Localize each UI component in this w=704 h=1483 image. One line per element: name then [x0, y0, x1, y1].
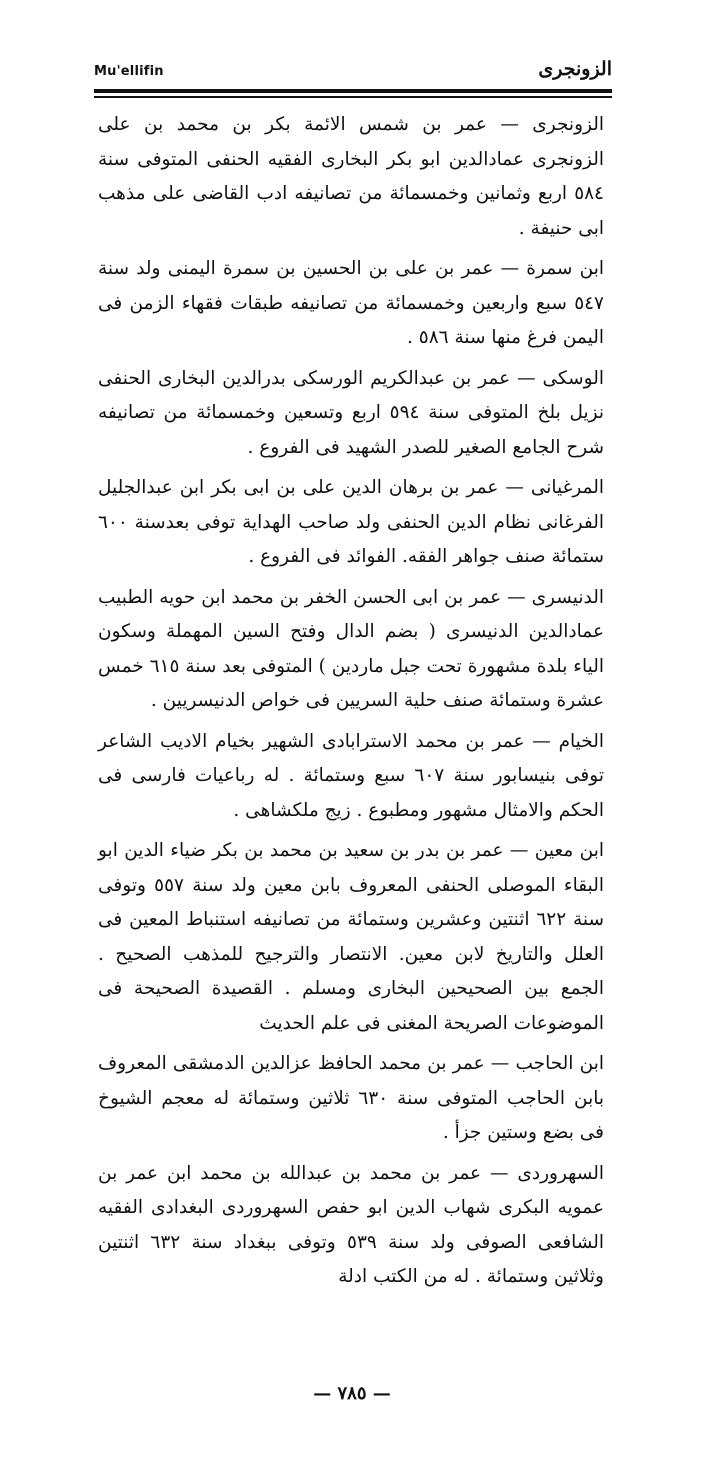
header-entry-keyword: الزونجرى: [538, 58, 612, 80]
entry-warsaki: الوسكى — عمر بن عبدالكريم الورسكى بدرالدين البخارى الحنفى نزيل بلخ المتوفى سنة ٥٩٤ اربع وتسعين وخمسمائة من تصانيفه شرح الجامع الصغير للصدر الشهيد فى الفروع .: [98, 367, 604, 458]
entry-ibn-samura: ابن سمرة — عمر بن على بن الحسين بن سمرة اليمنى ولد سنة ٥٤٧ سبع واربعين وخمسمائة من تصانيفه طبقات فقهاء الزمن فى اليمن فرغ منها سنة ٥٨٦ .: [98, 258, 604, 348]
entry-khayyam: الخيام — عمر بن محمد الاسترابادى الشهير بخيام الاديب الشاعر توفى بنيسابور سنة ٦٠٧ سبع وستمائة . له رباعيات فارسى فى الحكم والامثال مشهور ومطبوع . زيج ملكشاهى .: [98, 730, 604, 821]
header-rule-thick: [94, 89, 612, 93]
header-rule-thin: [94, 96, 612, 98]
entry-dunaysiri: الدنيسرى — عمر بن ابى الحسن الخفر بن محمد ابن حويه الطبيب عمادالدين الدنيسرى ( بضم الدال وفتح السين المهملة وسكون الياء بلدة مشهورة تحت جبل ماردين ) المتوفى بعد سنة ٦١٥ خمس عشرة وستمائة صنف حلية السريين فى خواص الدنيسريين .: [98, 586, 604, 711]
page-body: [98, 108, 610, 1301]
entry-ibn-muin: ابن معين — عمر بن بدر بن سعيد بن محمد بن بكر ضياء الدين ابو البقاء الموصلى الحنفى المعروف بابن معين ولد سنة ٥٥٧ وتوفى سنة ٦٢٢ اثنتين وعشرين وستمائة من تصانيفه استنباط المعين فى العلل والتاريخ لابن معين. الانتصار والترجيح للمذهب الصحيح . الجمع بين الصحيحين البخارى ومسلم . القصيدة الصحيحة فى الموضوعات الصريحة المغنى فى علم الحديث: [98, 840, 604, 1034]
page-number: — ٧٨٥ —: [313, 1383, 391, 1404]
entry-zunjari: الزونجرى — عمر بن شمس الائمة بكر بن محمد بن على الزونجرى عمادالدين ابو بكر البخارى الفقيه الحنفى المتوفى سنة ٥٨٤ اربع وثمانين وخمسمائة من تصانيفه ادب القاضى على مذهب ابى حنيفة .: [98, 114, 604, 239]
page-header: [94, 58, 612, 88]
header-section-title: Mu'ellifin: [94, 64, 164, 79]
entry-marghinani: المرغيانى — عمر بن برهان الدين على بن ابى بكر ابن عبدالجليل الفرغانى نظام الدين الحنفى ولد صاحب الهداية توفى بعدسنة ٦٠٠ ستمائة صنف جواهر الفقه. الفوائد فى الفروع .: [98, 477, 604, 567]
entry-ibn-hajib: ابن الحاجب — عمر بن محمد الحافظ عزالدين الدمشقى المعروف بابن الحاجب المتوفى سنة ٦٣٠ ثلاثين وستمائة له معجم الشيوخ فى بضع وستين جزأ .: [98, 1053, 604, 1143]
entry-suhrawardi: السهروردى — عمر بن محمد بن عبدالله بن محمد ابن عمر بن عمويه البكرى شهاب الدين ابو حفص السهروردى البغدادى الفقيه الشافعى الصوفى ولد سنة ٥٣٩ وتوفى ببغداد سنة ٦٣٢ اثنتين وثلاثين وستمائة . له من الكتب ادلة: [98, 1162, 604, 1287]
